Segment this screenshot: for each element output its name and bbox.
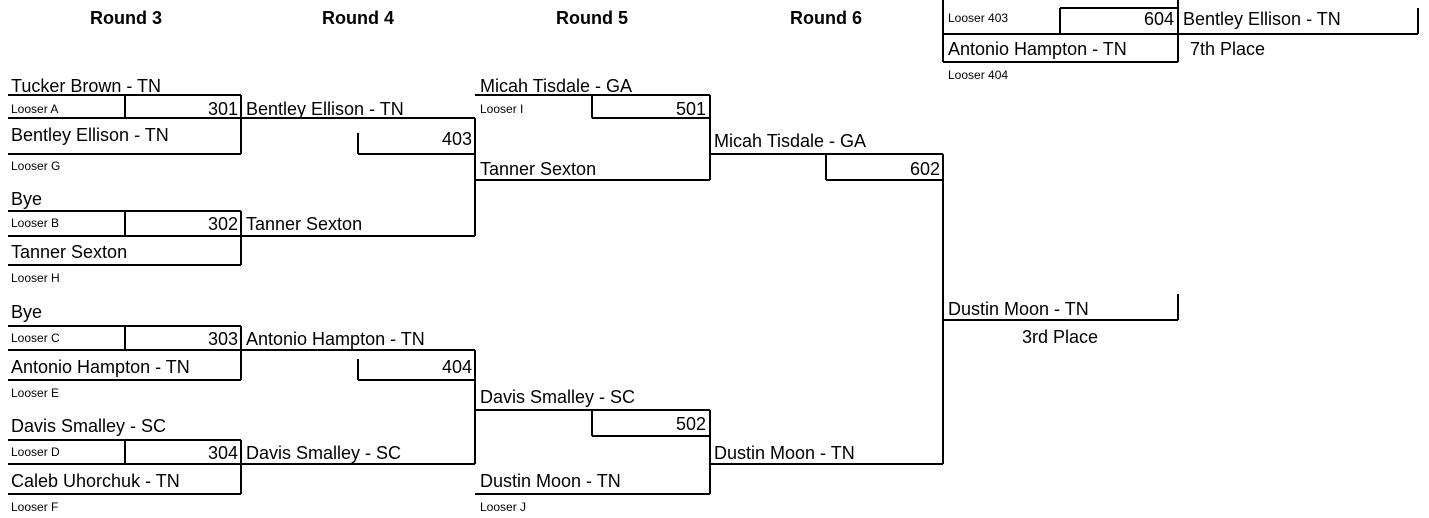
loser-label: Looser J: [480, 500, 527, 514]
loser-label: Looser C: [11, 331, 60, 345]
match-number: 301: [207, 99, 238, 119]
match-number: 501: [675, 99, 706, 119]
player-name: Micah Tisdale - GA: [480, 76, 633, 96]
round-5-header: Round 5: [556, 8, 628, 28]
loser-label: Looser 404: [948, 68, 1009, 82]
loser-label: Looser 403: [948, 11, 1009, 25]
match-number: 404: [441, 357, 472, 377]
player-name: Dustin Moon - TN: [480, 471, 621, 491]
seventh-place-label: 7th Place: [1190, 39, 1266, 59]
player-name: Tanner Sexton: [11, 242, 128, 262]
player-name: Antonio Hampton - TN: [246, 329, 425, 349]
player-name: Bye: [11, 189, 43, 209]
loser-label: Looser I: [480, 102, 524, 116]
loser-label: Looser D: [11, 445, 60, 459]
player-name: Davis Smalley - SC: [480, 387, 636, 407]
round-6-header: Round 6: [790, 8, 862, 28]
player-name: Davis Smalley - SC: [246, 443, 402, 463]
player-name: Antonio Hampton - TN: [11, 357, 190, 377]
round-4-header: Round 4: [322, 8, 394, 28]
player-name: Bentley Ellison - TN: [246, 99, 404, 119]
loser-label: Looser A: [11, 102, 59, 116]
round-3-header: Round 3: [90, 8, 162, 28]
match-number: 604: [1143, 9, 1174, 29]
player-name: Tanner Sexton: [246, 214, 363, 234]
player-name: Dustin Moon - TN: [714, 443, 855, 463]
player-name: Bye: [11, 302, 43, 322]
match-number: 602: [909, 159, 940, 179]
loser-label: Looser F: [11, 500, 59, 514]
player-name: Davis Smalley - SC: [11, 416, 167, 436]
loser-label: Looser H: [11, 271, 60, 285]
player-name: Tanner Sexton: [480, 159, 597, 179]
match-number: 304: [207, 443, 238, 463]
match-number: 403: [441, 129, 472, 149]
loser-label: Looser B: [11, 216, 60, 230]
player-name: Tucker Brown - TN: [11, 76, 162, 96]
match-number: 502: [675, 414, 706, 434]
loser-label: Looser G: [11, 159, 61, 173]
loser-label: Looser E: [11, 386, 60, 400]
player-name: Antonio Hampton - TN: [948, 39, 1127, 59]
player-name: Micah Tisdale - GA: [714, 131, 867, 151]
player-name: Bentley Ellison - TN: [11, 125, 169, 145]
third-place-winner: Dustin Moon - TN: [948, 299, 1089, 319]
match-number: 302: [207, 214, 238, 234]
third-place-label: 3rd Place: [1021, 327, 1099, 347]
player-name: Caleb Uhorchuk - TN: [11, 471, 180, 491]
seventh-place-winner: Bentley Ellison - TN: [1183, 9, 1341, 29]
match-number: 303: [207, 329, 238, 349]
